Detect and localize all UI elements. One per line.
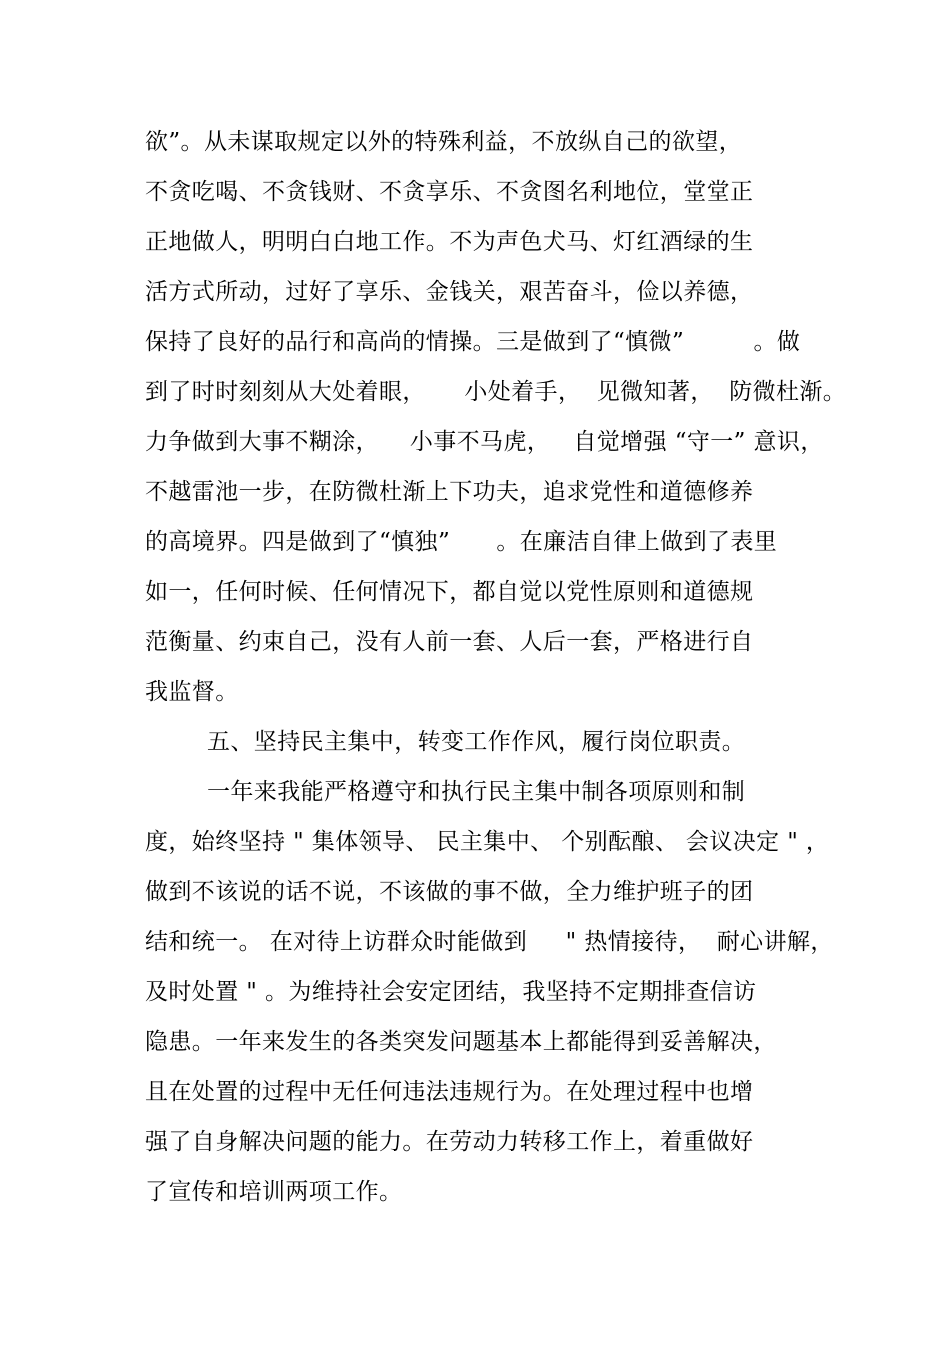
text-line-14: 一年来我能严格遵守和执行民主集中制各项原则和制	[207, 779, 746, 805]
text-line-1: 欲”。从未谋取规定以外的特殊利益，不放纵自己的欲望，	[145, 129, 743, 155]
text-line-7: 力争做到大事不糊涂， 小事不马虎， 自觉增强 “守一” 意识，	[145, 429, 824, 455]
text-line-16: 做到不该说的话不说，不该做的事不做，全力维护班子的团	[145, 879, 754, 905]
text-line-5: 保持了良好的品行和高尚的情操。三是做到了“慎微” 。做	[145, 329, 801, 355]
text-line-10: 如一，任何时候、任何情况下，都自觉以党性原则和道德规	[145, 579, 754, 605]
text-line-19: 隐患。一年来发生的各类突发问题基本上都能得到妥善解决，	[145, 1029, 777, 1055]
text-line-12: 我监督。	[145, 679, 239, 705]
section-heading: 五、坚持民主集中，转变工作作风，履行岗位职责。	[207, 729, 746, 755]
text-line-2: 不贪吃喝、不贪钱财、不贪享乐、不贪图名利地位，堂堂正	[145, 179, 754, 205]
text-line-6: 到了时时刻刻从大处着眼， 小处着手， 见微知著， 防微杜渐。	[145, 379, 847, 405]
text-line-3: 正地做人，明明白白地工作。不为声色犬马、灯红酒绿的生	[145, 229, 754, 255]
text-line-8: 不越雷池一步，在防微杜渐上下功夫，追求党性和道德修养	[145, 479, 754, 505]
text-line-18: 及时处置 " 。为维持社会安定团结，我坚持不定期排查信访	[145, 979, 757, 1005]
text-line-22: 了宣传和培训两项工作。	[145, 1179, 403, 1205]
text-line-11: 范衡量、约束自己，没有人前一套、人后一套，严格进行自	[145, 629, 754, 655]
text-line-15: 度，始终坚持 " 集体领导、 民主集中、 个别酝酿、 会议决定 " ，	[145, 829, 830, 855]
text-line-21: 强了自身解决问题的能力。在劳动力转移工作上，着重做好	[145, 1129, 754, 1155]
text-line-4: 活方式所动，过好了享乐、金钱关，艰苦奋斗，俭以养德，	[145, 279, 754, 305]
text-line-9: 的高境界。四是做到了“慎独” 。在廉洁自律上做到了表里	[145, 529, 778, 555]
text-line-20: 且在处置的过程中无任何违法违规行为。在处理过程中也增	[145, 1079, 754, 1105]
text-line-17: 结和统一。 在对待上访群众时能做到 " 热情接待， 耐心讲解，	[145, 929, 834, 955]
